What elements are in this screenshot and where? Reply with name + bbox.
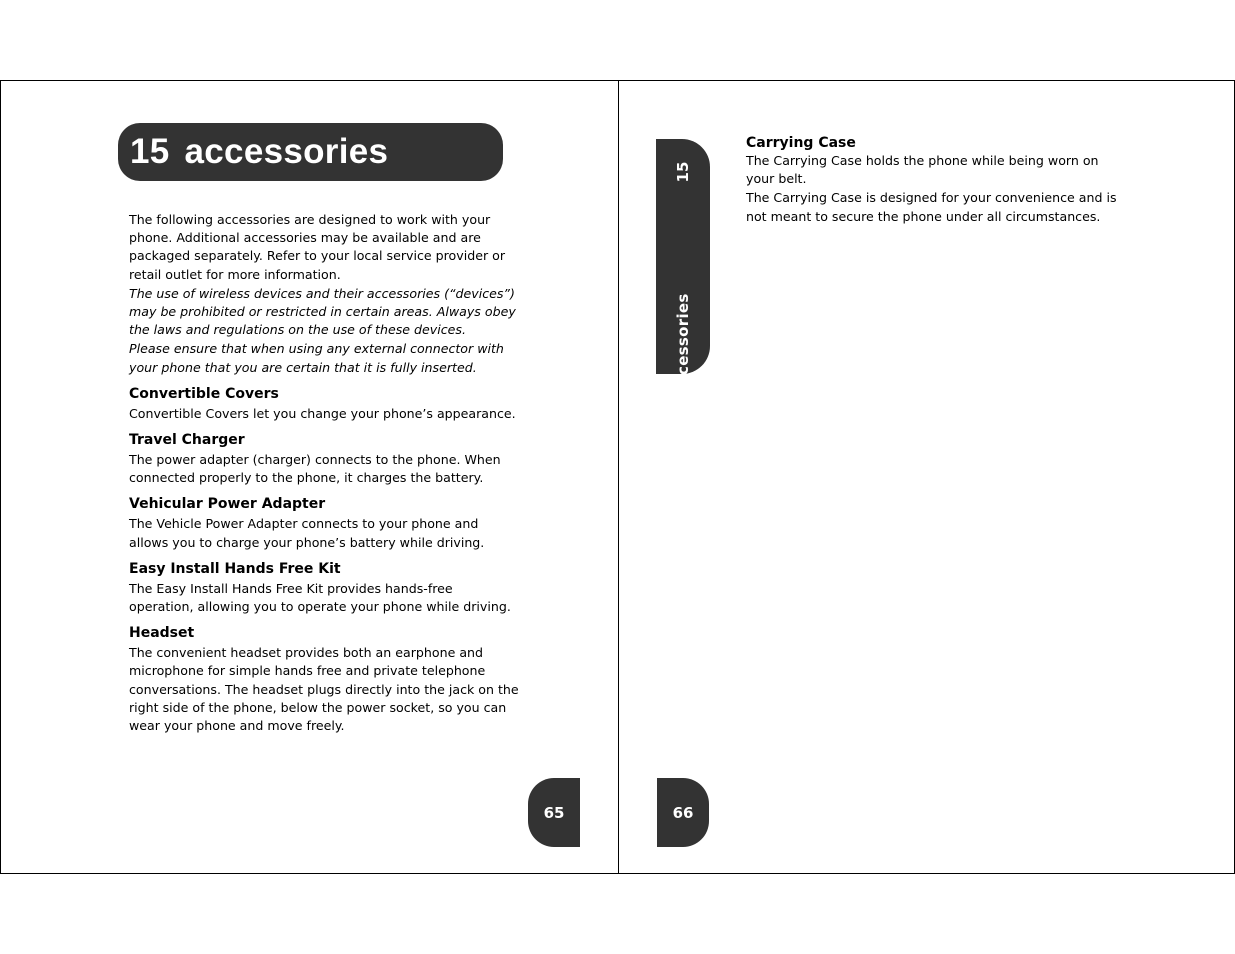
section-vehicular-power-adapter — [129, 495, 519, 551]
chapter-banner — [118, 123, 503, 181]
section-text: The Easy Install Hands Free Kit provides hands-free operation, allowing you to operate your phone while driving. — [129, 580, 511, 615]
right-page-content — [746, 134, 1126, 226]
section-hands-free-kit — [129, 560, 519, 616]
section-text: The convenient headset provides both an earphone and microphone for simple hands free and private telephone conversations. The headset plugs directly into the jack on the right side of the phone, below the power socket, so you can wear your phone and move freely. — [129, 645, 519, 734]
section-text: The Carrying Case is designed for your convenience and is not meant to secure the phone under all circumstances. — [746, 190, 1117, 224]
section-text: The power adapter (charger) connects to the phone. When connected properly to the phone, it charges the battery. — [129, 452, 501, 486]
manual-spread — [0, 80, 1235, 874]
section-heading: Headset — [129, 625, 195, 642]
side-tab-label: accessories — [674, 293, 692, 395]
connector-warning: Please ensure that when using any external connector with your phone that you are certain that it is fully inserted. — [129, 341, 504, 375]
page-divider — [618, 81, 619, 873]
side-tab-number: 15 — [674, 161, 692, 183]
page-number-right: 66 — [657, 778, 709, 847]
section-text: The Vehicle Power Adapter connects to your phone and allows you to charge your phone’s battery while driving. — [129, 516, 485, 550]
left-page-content — [129, 211, 519, 735]
section-heading: Travel Charger — [129, 432, 245, 449]
usage-warning: The use of wireless devices and their accessories (“devices”) may be prohibited or restricted in certain areas. Always obey the laws and regulations on the use of these devices. — [129, 285, 516, 338]
section-text: The Carrying Case holds the phone while being worn on your belt. — [746, 153, 1099, 187]
section-heading: Carrying Case — [746, 135, 856, 151]
section-convertible-covers — [129, 385, 519, 423]
page-number-left: 65 — [528, 778, 580, 847]
intro-paragraph: The following accessories are designed to work with your phone. Additional accessories may be available and are packaged separately. Refer to your local service provider or retail outlet for more information. — [129, 212, 506, 282]
section-travel-charger — [129, 431, 519, 487]
section-carrying-case — [746, 134, 1126, 226]
section-heading: Convertible Covers — [129, 385, 279, 402]
chapter-title: accessories — [184, 132, 389, 171]
chapter-side-tab — [656, 139, 710, 395]
section-headset — [129, 624, 519, 735]
chapter-number: 15 — [130, 132, 170, 171]
section-heading: Vehicular Power Adapter — [129, 496, 326, 513]
section-text: Convertible Covers let you change your phone’s appearance. — [129, 405, 516, 421]
section-heading: Easy Install Hands Free Kit — [129, 560, 341, 577]
